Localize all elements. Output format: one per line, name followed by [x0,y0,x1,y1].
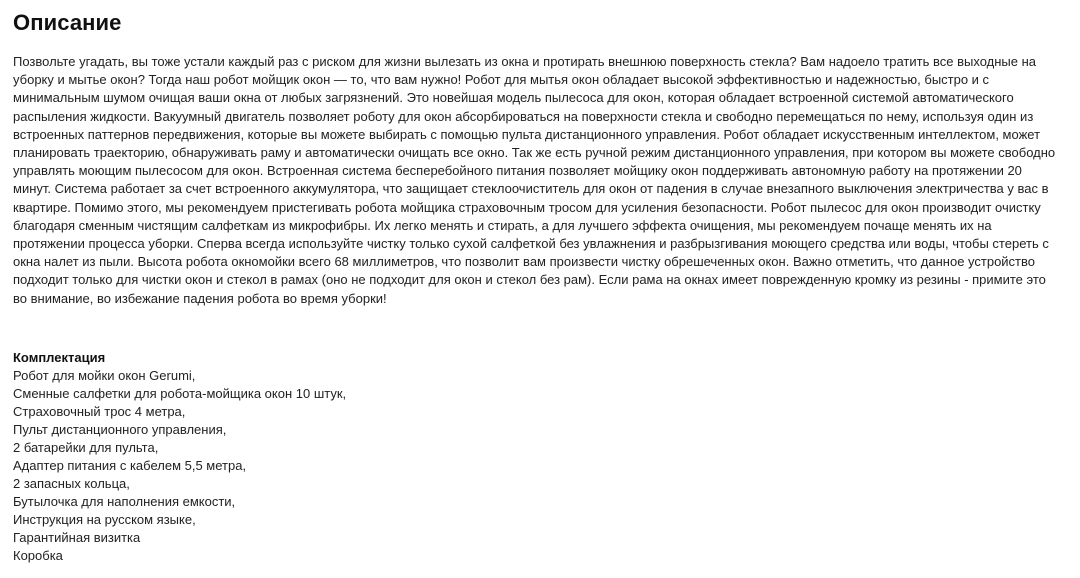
section-title: Описание [13,10,122,35]
kit-item: Бутылочка для наполнения емкости, [13,493,236,509]
kit-item: Страховочный трос 4 метра, [13,403,186,419]
description-text: Позвольте угадать, вы тоже устали каждый раз с риском для жизни вылезать из окна и протирать внешнюю поверхность стекла? Вам надоело тратить все выходные на уборку и мытье окон? Тогда наш робот мойщик окон — то, что вам нужно! Робот для мытья окон обладает высокой эффективностью и надежностью, быстро и с минимальным шумом очищая ваши окна от любых загрязнений. Это новейшая модель пылесоса для окон, которая обладает встроенной системой автоматического распыления жидкости. Вакуумный двигатель позволяет роботу для окон абсорбироваться на поверхности стекла и свободно перемещаться по нему, используя один из встроенных паттернов передвижения, которые вы можете выбирать с помощью пульта дистанционного управления. Робот обладает искусственным интеллектом, может планировать траекторию, обнаруживать раму и автоматически очищать все окно. Так же есть ручной режим дистанционного управления, при котором вы можете свободно управлять моющим пылесосом для окон. Встроенная система бесперебойного питания позволяет мойщику окон поддерживать автономную работу на протяжении 20 минут. Система работает за счет встроенного аккумулятора, что защищает стеклоочиститель для окон от падения в случае внезапного выключения электричества у вас в квартире. Помимо этого, мы рекомендуем пристегивать робота мойщика страховочным тросом для усиления безопасности. Робот пылесос для окон производит очистку благодаря сменным чистящим салфеткам из микрофибры. Их легко менять и стирать, а для лучшего эффекта очищения, мы рекомендуем почаще менять их на протяжении процесса уборки. Сперва всегда используйте чистку только сухой салфеткой без увлажнения и разбрызгивания моющего средства или воды, чтобы стереть с окна налет из пыли. Высота робота окномойки всего 68 миллиметров, что позволит вам произвести чистку обрешеченных окон. Важно отметить, что данное устройство подходит только для чистки окон и стекол в рамах (оно не подходит для окон и стекол без рам). Если рама на окнах имеет поврежденную кромку из резины - примите это во внимание, во избежание падения робота во время уборки! [13,54,1056,306]
kit-item: Пульт дистанционного управления, [13,421,227,437]
kit-item: Адаптер питания с кабелем 5,5 метра, [13,457,247,473]
kit-list [13,367,1064,565]
kit-item: 2 батарейки для пульта, [13,439,159,455]
kit-item: Сменные салфетки для робота-мойщика окон 10 штук, [13,385,347,401]
kit-title: Комплектация [13,349,106,365]
kit-item: Коробка [13,547,63,563]
kit-item: 2 запасных кольца, [13,475,130,491]
kit-item: Гарантийная визитка [13,529,141,545]
kit-item: Робот для мойки окон Gerumi, [13,367,196,383]
kit-item: Инструкция на русском языке, [13,511,196,527]
